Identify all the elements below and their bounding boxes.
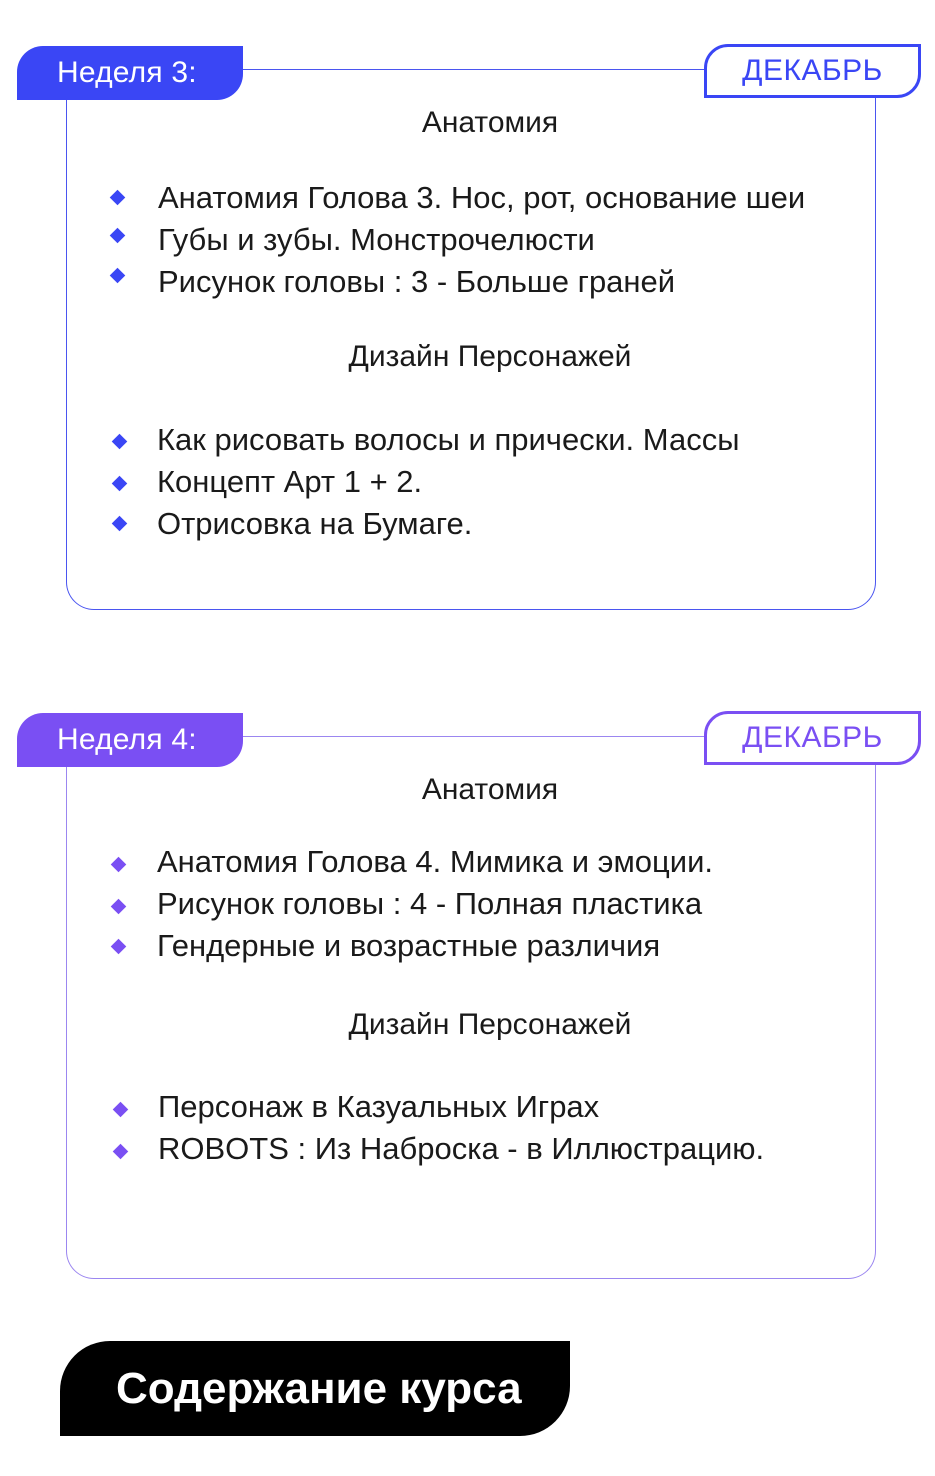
list-item <box>104 925 713 967</box>
month-tag: ДЕКАБРЬ <box>704 711 921 765</box>
list-item <box>104 883 713 925</box>
course-content-badge: Содержание курса <box>60 1341 570 1436</box>
week-label: Неделя 3: <box>17 46 243 100</box>
list-item <box>105 261 805 303</box>
diamond-bullet-icon <box>113 1144 129 1160</box>
list-item-text: Рисунок головы : 4 - Полная пластика <box>157 886 703 921</box>
list-item <box>105 219 805 261</box>
diamond-bullet-icon <box>110 190 126 206</box>
list-item-text: ROBOTS : Из Наброска - в Иллюстрацию. <box>158 1131 765 1166</box>
list-item <box>104 841 713 883</box>
anatomy-list <box>104 841 713 967</box>
list-item <box>105 1128 764 1170</box>
diamond-bullet-icon <box>111 899 127 915</box>
list-item <box>105 177 805 219</box>
list-item-text: Анатомия Голова 4. Мимика и эмоции. <box>157 844 714 879</box>
list-item-text: Отрисовка на Бумаге. <box>157 506 473 541</box>
diamond-bullet-icon <box>113 1102 129 1118</box>
list-item <box>105 1086 764 1128</box>
diamond-bullet-icon <box>111 939 127 955</box>
section-title-character-design: Дизайн Персонажей <box>348 340 632 373</box>
week-label: Неделя 4: <box>17 713 243 767</box>
section-title-character-design: Дизайн Персонажей <box>348 1008 632 1041</box>
list-item <box>104 419 739 461</box>
section-title-anatomy: Анатомия <box>421 106 559 139</box>
diamond-bullet-icon <box>110 228 126 244</box>
list-item <box>104 503 739 545</box>
list-item-text: Гендерные и возрастные различия <box>157 928 661 963</box>
list-item-text: Рисунок головы : 3 - Больше граней <box>158 264 676 299</box>
character-design-list <box>105 1086 764 1170</box>
diamond-bullet-icon <box>112 516 128 532</box>
list-item-text: Губы и зубы. Монстрочелюсти <box>158 222 595 257</box>
list-item-text: Анатомия Голова 3. Нос, рот, основание шеи <box>158 180 806 215</box>
list-item-text: Персонаж в Казуальных Играх <box>158 1089 600 1124</box>
character-design-list <box>104 419 739 545</box>
anatomy-list <box>105 177 805 303</box>
diamond-bullet-icon <box>111 857 127 873</box>
diamond-bullet-icon <box>112 476 128 492</box>
diamond-bullet-icon <box>112 434 128 450</box>
month-tag: ДЕКАБРЬ <box>704 44 921 98</box>
list-item-text: Концепт Арт 1 + 2. <box>157 464 423 499</box>
diamond-bullet-icon <box>110 268 126 284</box>
section-title-anatomy: Анатомия <box>421 773 559 806</box>
list-item-text: Как рисовать волосы и прически. Массы <box>157 422 740 457</box>
list-item <box>104 461 739 503</box>
